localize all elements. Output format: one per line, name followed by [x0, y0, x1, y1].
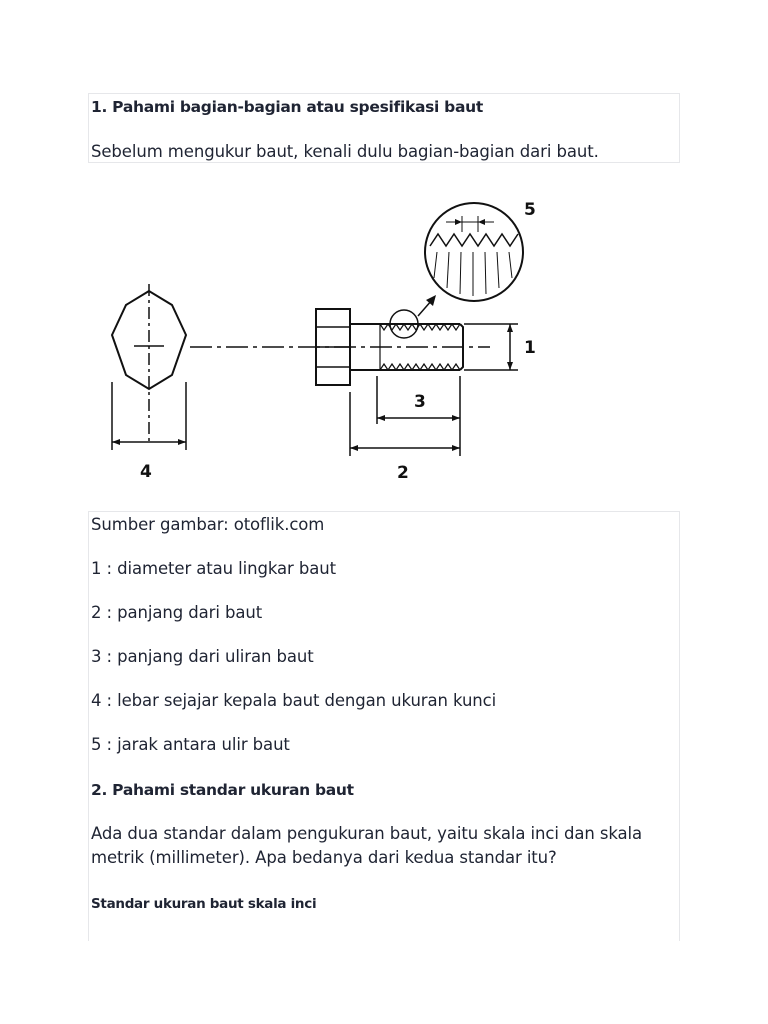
caption-item: 5 : jarak antara ulir baut	[91, 735, 290, 754]
caption-item: 2 : panjang dari baut	[91, 603, 263, 622]
section2-body: Ada dua standar dalam pengukuran baut, yaitu skala inci dan skala metrik (millimeter). Apa bedanya dari kedua standar itu?	[91, 824, 643, 867]
thread-magnified-view	[425, 203, 523, 301]
bolt-diagram	[90, 182, 560, 494]
figure-label-4: 4	[140, 462, 152, 482]
caption-item: 3 : panjang dari uliran baut	[91, 647, 314, 666]
section1-intro: Sebelum mengukur baut, kenali dulu bagian-bagian dari baut.	[91, 142, 599, 161]
caption-item: 1 : diameter atau lingkar baut	[91, 559, 336, 578]
figure-label-3: 3	[414, 392, 426, 412]
image-source: Sumber gambar: otoflik.com	[91, 515, 325, 534]
section2-heading: 2. Pahami standar ukuran baut	[91, 781, 354, 799]
section2-subheading: Standar ukuran baut skala inci	[91, 896, 317, 912]
figure-label-1: 1	[524, 338, 536, 358]
caption-item: 4 : lebar sejajar kepala baut dengan ukuran kunci	[91, 691, 497, 710]
figure-label-2: 2	[397, 463, 409, 483]
figure-label-5: 5	[524, 200, 536, 220]
section1-heading: 1. Pahami bagian-bagian atau spesifikasi baut	[91, 98, 483, 116]
